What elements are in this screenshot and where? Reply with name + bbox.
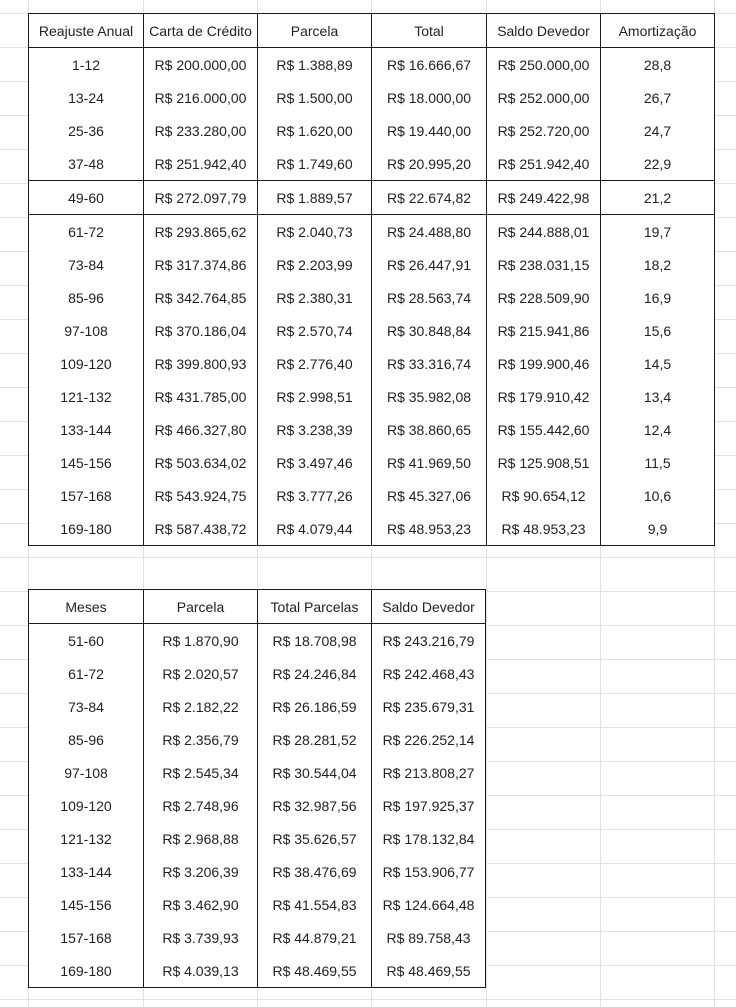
table-cell[interactable]: R$ 48.469,55	[258, 954, 372, 988]
table-cell[interactable]: 51-60	[29, 624, 144, 658]
table-cell[interactable]: R$ 431.785,00	[144, 380, 258, 413]
table-cell[interactable]: R$ 3.497,46	[258, 446, 372, 479]
table-cell[interactable]: R$ 3.462,90	[144, 888, 258, 921]
table-cell[interactable]: R$ 251.942,40	[144, 147, 258, 181]
table-row	[29, 690, 486, 723]
table-cell[interactable]: 37-48	[29, 147, 144, 181]
table-cell[interactable]: R$ 24.246,84	[258, 657, 372, 690]
table-cell[interactable]: R$ 2.998,51	[258, 380, 372, 413]
table-cell[interactable]: R$ 2.356,79	[144, 723, 258, 756]
reajuste-anual-table	[28, 13, 715, 546]
table-cell[interactable]: 145-156	[29, 888, 144, 921]
column-header[interactable]: Amortização	[601, 14, 715, 48]
table-cell[interactable]: R$ 238.031,15	[487, 248, 601, 281]
table-cell[interactable]: 145-156	[29, 446, 144, 479]
table-cell[interactable]: R$ 30.544,04	[258, 756, 372, 789]
table-cell[interactable]: R$ 399.800,93	[144, 347, 258, 380]
table-cell[interactable]: R$ 124.664,48	[372, 888, 486, 921]
table-cell[interactable]: R$ 1.889,57	[258, 181, 372, 215]
table-row	[29, 479, 715, 512]
table-header-row	[29, 14, 715, 48]
table-cell[interactable]: R$ 155.442,60	[487, 413, 601, 446]
table-cell[interactable]: 85-96	[29, 723, 144, 756]
table-cell[interactable]: R$ 252.000,00	[487, 81, 601, 114]
table-row	[29, 181, 715, 215]
table-cell[interactable]: R$ 18.708,98	[258, 624, 372, 658]
table-cell[interactable]: R$ 45.327,06	[372, 479, 487, 512]
table-row	[29, 822, 486, 855]
table-row	[29, 81, 715, 114]
table-cell[interactable]: R$ 26.447,91	[372, 248, 487, 281]
table-cell[interactable]: 85-96	[29, 281, 144, 314]
table-cell[interactable]: R$ 233.280,00	[144, 114, 258, 147]
column-header[interactable]: Reajuste Anual	[29, 14, 144, 48]
table-cell[interactable]: 97-108	[29, 756, 144, 789]
table-cell[interactable]: 12,4	[601, 413, 715, 446]
table-cell[interactable]: 14,5	[601, 347, 715, 380]
table-cell[interactable]: 1-12	[29, 48, 144, 82]
table-cell[interactable]: R$ 1.500,00	[258, 81, 372, 114]
table-row	[29, 248, 715, 281]
table-row	[29, 446, 715, 479]
table-cell[interactable]: R$ 2.545,34	[144, 756, 258, 789]
table-cell[interactable]: R$ 22.674,82	[372, 181, 487, 215]
table-row	[29, 855, 486, 888]
table-cell[interactable]: R$ 48.953,23	[372, 512, 487, 546]
table-cell[interactable]: R$ 1.620,00	[258, 114, 372, 147]
table-cell[interactable]: 109-120	[29, 789, 144, 822]
table-cell[interactable]: 21,2	[601, 181, 715, 215]
table-cell[interactable]: R$ 44.879,21	[258, 921, 372, 954]
table-cell[interactable]: R$ 370.186,04	[144, 314, 258, 347]
table-cell[interactable]: 24,7	[601, 114, 715, 147]
table-cell[interactable]: R$ 48.953,23	[487, 512, 601, 546]
table-row	[29, 657, 486, 690]
table-cell[interactable]: 133-144	[29, 855, 144, 888]
table-cell[interactable]: R$ 228.509,90	[487, 281, 601, 314]
table-cell[interactable]: R$ 38.476,69	[258, 855, 372, 888]
table-cell[interactable]: 73-84	[29, 690, 144, 723]
table-cell[interactable]: R$ 20.995,20	[372, 147, 487, 181]
table-cell[interactable]: R$ 543.924,75	[144, 479, 258, 512]
table-cell[interactable]: R$ 272.097,79	[144, 181, 258, 215]
table-cell[interactable]: R$ 32.987,56	[258, 789, 372, 822]
table-cell[interactable]: R$ 466.327,80	[144, 413, 258, 446]
table-row	[29, 954, 486, 988]
table-cell[interactable]: R$ 587.438,72	[144, 512, 258, 546]
table-cell[interactable]: R$ 18.000,00	[372, 81, 487, 114]
table-cell[interactable]: R$ 90.654,12	[487, 479, 601, 512]
table-cell[interactable]: 25-36	[29, 114, 144, 147]
table-cell[interactable]: R$ 35.626,57	[258, 822, 372, 855]
table-row	[29, 723, 486, 756]
table-cell[interactable]: 11,5	[601, 446, 715, 479]
table-cell[interactable]: R$ 3.238,39	[258, 413, 372, 446]
table-cell[interactable]: R$ 48.469,55	[372, 954, 486, 988]
table-cell[interactable]: 10,6	[601, 479, 715, 512]
table-cell[interactable]: 49-60	[29, 181, 144, 215]
table-cell[interactable]: 15,6	[601, 314, 715, 347]
table-cell[interactable]: R$ 2.040,73	[258, 215, 372, 249]
table-cell[interactable]: R$ 41.554,83	[258, 888, 372, 921]
table-cell[interactable]: R$ 178.132,84	[372, 822, 486, 855]
table-cell[interactable]: 169-180	[29, 512, 144, 546]
table-cell[interactable]: R$ 3.206,39	[144, 855, 258, 888]
table-row	[29, 624, 486, 658]
table-cell[interactable]: R$ 3.777,26	[258, 479, 372, 512]
grid-row-line	[0, 557, 736, 558]
table-cell[interactable]: 13,4	[601, 380, 715, 413]
table-cell[interactable]: R$ 4.079,44	[258, 512, 372, 546]
table-cell[interactable]: R$ 250.000,00	[487, 48, 601, 82]
table-cell[interactable]: R$ 16.666,67	[372, 48, 487, 82]
column-header[interactable]: Saldo Devedor	[372, 590, 486, 624]
table-cell[interactable]: R$ 4.039,13	[144, 954, 258, 988]
table-cell[interactable]: R$ 244.888,01	[487, 215, 601, 249]
table-row	[29, 380, 715, 413]
column-header[interactable]: Total	[372, 14, 487, 48]
table-cell[interactable]: R$ 33.316,74	[372, 347, 487, 380]
table-row	[29, 314, 715, 347]
table-cell[interactable]: 19,7	[601, 215, 715, 249]
table-row	[29, 888, 486, 921]
table-cell[interactable]: R$ 2.570,74	[258, 314, 372, 347]
table-cell[interactable]: R$ 249.422,98	[487, 181, 601, 215]
table-row	[29, 789, 486, 822]
table-cell[interactable]: R$ 251.942,40	[487, 147, 601, 181]
column-header[interactable]: Parcela	[258, 14, 372, 48]
table-cell[interactable]: 97-108	[29, 314, 144, 347]
table-cell[interactable]: R$ 28.281,52	[258, 723, 372, 756]
table-row	[29, 147, 715, 181]
table-cell[interactable]: R$ 342.764,85	[144, 281, 258, 314]
table-cell[interactable]: R$ 179.910,42	[487, 380, 601, 413]
column-header[interactable]: Total Parcelas	[258, 590, 372, 624]
table-cell[interactable]: 28,8	[601, 48, 715, 82]
table-cell[interactable]: R$ 199.900,46	[487, 347, 601, 380]
table-cell[interactable]: R$ 197.925,37	[372, 789, 486, 822]
table-cell[interactable]: R$ 242.468,43	[372, 657, 486, 690]
table-cell[interactable]: 157-168	[29, 479, 144, 512]
table-cell[interactable]: R$ 19.440,00	[372, 114, 487, 147]
table-cell[interactable]: 109-120	[29, 347, 144, 380]
table-cell[interactable]: R$ 317.374,86	[144, 248, 258, 281]
table-cell[interactable]: R$ 28.563,74	[372, 281, 487, 314]
grid-row-line	[0, 999, 736, 1000]
table-cell[interactable]: R$ 2.203,99	[258, 248, 372, 281]
table-cell[interactable]: R$ 89.758,43	[372, 921, 486, 954]
table-cell[interactable]: R$ 26.186,59	[258, 690, 372, 723]
table-cell[interactable]: R$ 153.906,77	[372, 855, 486, 888]
table-cell[interactable]: 9,9	[601, 512, 715, 546]
table-cell[interactable]: R$ 2.020,57	[144, 657, 258, 690]
table-row	[29, 347, 715, 380]
table-cell[interactable]: R$ 200.000,00	[144, 48, 258, 82]
table-cell[interactable]: R$ 35.982,08	[372, 380, 487, 413]
table-row	[29, 756, 486, 789]
table-row	[29, 413, 715, 446]
table-cell[interactable]: R$ 215.941,86	[487, 314, 601, 347]
table-cell[interactable]: R$ 38.860,65	[372, 413, 487, 446]
table-cell[interactable]: R$ 125.908,51	[487, 446, 601, 479]
table-cell[interactable]: 169-180	[29, 954, 144, 988]
table-cell[interactable]: 73-84	[29, 248, 144, 281]
column-header[interactable]: Carta de Crédito	[144, 14, 258, 48]
table-cell[interactable]: R$ 293.865,62	[144, 215, 258, 249]
table-cell[interactable]: 61-72	[29, 215, 144, 249]
table-cell[interactable]: R$ 226.252,14	[372, 723, 486, 756]
column-header[interactable]: Parcela	[144, 590, 258, 624]
table-row	[29, 281, 715, 314]
table-cell[interactable]: 121-132	[29, 822, 144, 855]
table-cell[interactable]: R$ 252.720,00	[487, 114, 601, 147]
table-cell[interactable]: R$ 1.870,90	[144, 624, 258, 658]
table-row	[29, 921, 486, 954]
table-cell[interactable]: R$ 213.808,27	[372, 756, 486, 789]
table-cell[interactable]: R$ 2.182,22	[144, 690, 258, 723]
table-cell[interactable]: R$ 24.488,80	[372, 215, 487, 249]
table-cell[interactable]: R$ 2.776,40	[258, 347, 372, 380]
table-cell[interactable]: 157-168	[29, 921, 144, 954]
table-cell[interactable]: 133-144	[29, 413, 144, 446]
table-cell[interactable]: 16,9	[601, 281, 715, 314]
table-cell[interactable]: R$ 2.748,96	[144, 789, 258, 822]
table-cell[interactable]: R$ 243.216,79	[372, 624, 486, 658]
table-cell[interactable]: R$ 41.969,50	[372, 446, 487, 479]
table-cell[interactable]: R$ 2.380,31	[258, 281, 372, 314]
table-row	[29, 114, 715, 147]
table-cell[interactable]: R$ 235.679,31	[372, 690, 486, 723]
table-row	[29, 512, 715, 546]
table-cell[interactable]: 22,9	[601, 147, 715, 181]
table-cell[interactable]: R$ 1.388,89	[258, 48, 372, 82]
table-row	[29, 215, 715, 249]
table-cell[interactable]: R$ 3.739,93	[144, 921, 258, 954]
column-header[interactable]: Meses	[29, 590, 144, 624]
table-cell[interactable]: 26,7	[601, 81, 715, 114]
table-cell[interactable]: R$ 503.634,02	[144, 446, 258, 479]
table-cell[interactable]: R$ 1.749,60	[258, 147, 372, 181]
table-header-row	[29, 590, 486, 624]
table-cell[interactable]: 18,2	[601, 248, 715, 281]
meses-table	[28, 589, 486, 988]
table-cell[interactable]: R$ 216.000,00	[144, 81, 258, 114]
table-cell[interactable]: 13-24	[29, 81, 144, 114]
table-cell[interactable]: R$ 30.848,84	[372, 314, 487, 347]
column-header[interactable]: Saldo Devedor	[487, 14, 601, 48]
table-cell[interactable]: 121-132	[29, 380, 144, 413]
table-cell[interactable]: R$ 2.968,88	[144, 822, 258, 855]
table-cell[interactable]: 61-72	[29, 657, 144, 690]
table-row	[29, 48, 715, 82]
